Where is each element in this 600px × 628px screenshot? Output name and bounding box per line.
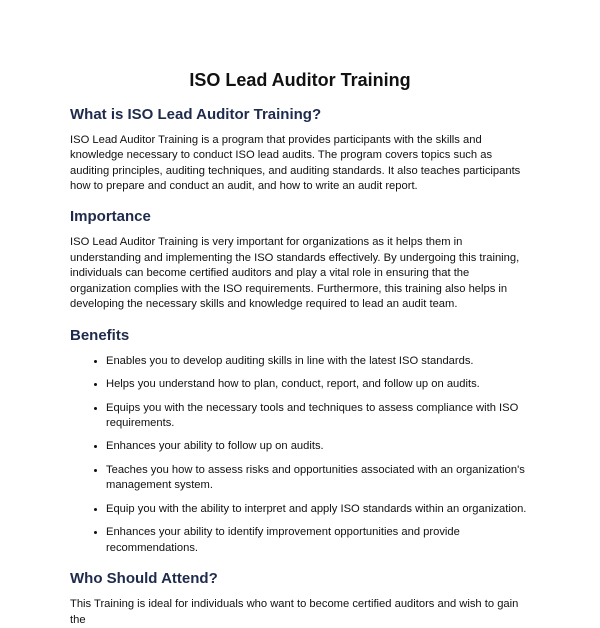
section-who-should-attend [70, 570, 530, 628]
list-item: • Enhances your ability to follow up on audits. [106, 439, 530, 454]
list-item: • Enhances your ability to identify improvement opportunities and provide recommendations. [106, 525, 530, 556]
section-heading-who-should-attend: Who Should Attend? [70, 570, 218, 588]
section-body-what-is: ISO Lead Auditor Training is a program that provides participants with the skills and knowledge necessary to conduct ISO lead audits. The program covers topics such as auditing principles, auditing techniques, and auditing standards. It also teaches participants how to prepare and conduct an audit, and how to write an audit report. [70, 133, 521, 192]
section-what-is [70, 106, 530, 195]
document-title: ISO Lead Auditor Training [189, 70, 411, 90]
list-item: • Enables you to develop auditing skills in line with the latest ISO standards. [106, 354, 530, 369]
list-item: • Teaches you how to assess risks and opportunities associated with an organization's management system. [106, 463, 530, 494]
section-heading-importance: Importance [70, 208, 151, 226]
list-item: • Equip you with the ability to interpret and apply ISO standards within an organization. [106, 502, 530, 517]
section-heading-benefits: Benefits [70, 326, 130, 344]
section-heading-what-is: What is ISO Lead Auditor Training? [70, 105, 322, 123]
list-item: • Helps you understand how to plan, conduct, report, and follow up on audits. [106, 377, 530, 392]
section-benefits [70, 327, 530, 557]
section-body-who-should-attend: This Training is ideal for individuals who want to become certified auditors and wish to gain the [70, 598, 519, 626]
section-body-importance: ISO Lead Auditor Training is very important for organizations as it helps them in understanding and implementing the ISO standards effectively. By undergoing this training, individuals can become certified auditors and play a vital role in ensuring that the organization complies with the ISO requirements. Furthermore, this training also helps in developing the necessary skills and knowledge required to lead an audit team. [70, 236, 520, 311]
section-importance [70, 208, 530, 312]
list-item: • Equips you with the necessary tools and techniques to assess compliance with ISO requirements. [106, 401, 530, 432]
benefits-list [70, 354, 530, 557]
